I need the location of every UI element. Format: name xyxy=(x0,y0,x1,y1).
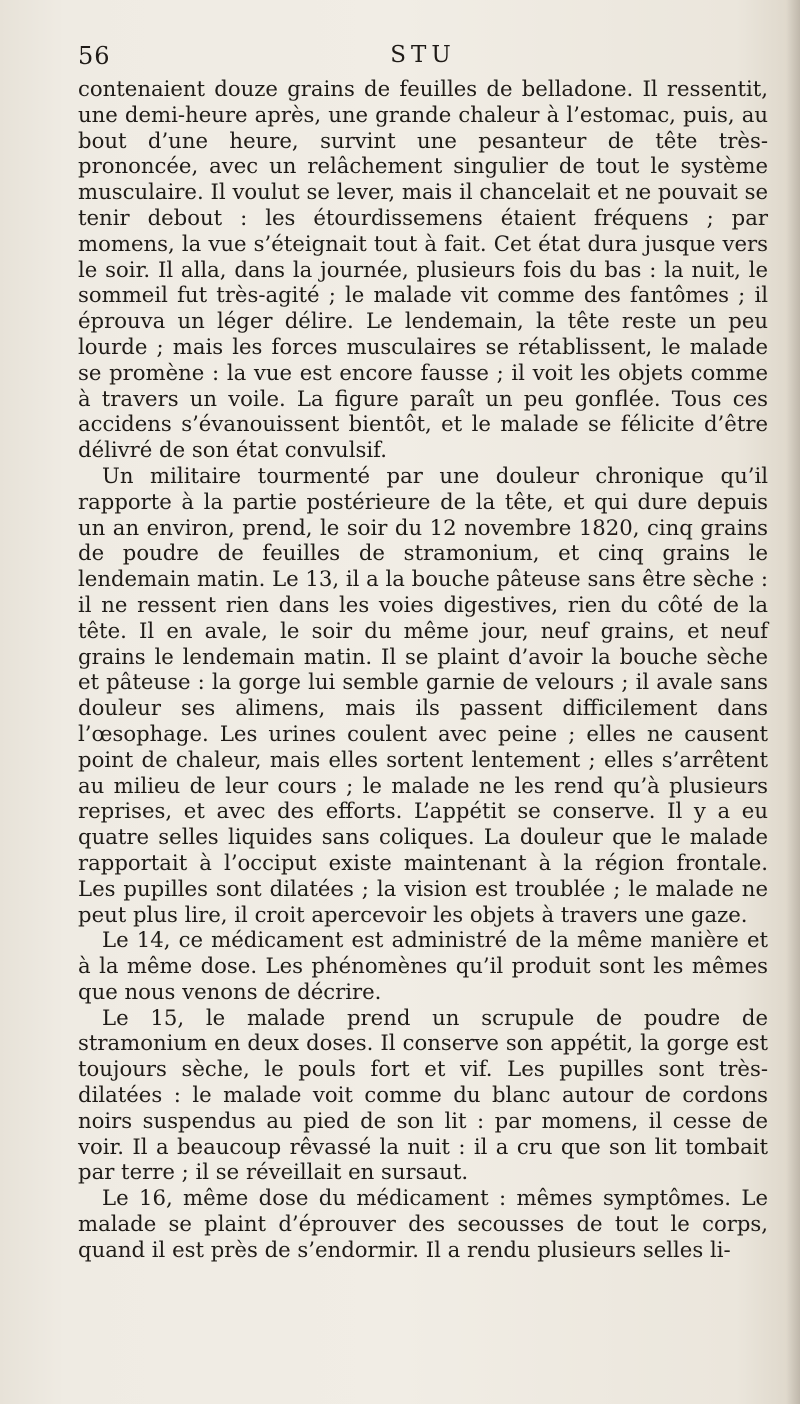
paragraph-5: Le 16, même dose du médicament : mêmes symptômes. Le malade se plaint d’éprouver des secousses de tout le corps, quand il est près de s’endormir. Il a rendu plusieurs selles li- xyxy=(78,1185,768,1262)
page-header xyxy=(78,40,768,76)
paragraph-2: Un militaire tourmenté par une douleur chronique qu’il rapporte à la partie postérieure de la tête, et qui dure depuis un an environ, prend, le soir du 12 novembre 1820, cinq grains de poudre de feuilles de stramonium, et cinq grains le lendemain matin. Le 13, il a la bouche pâteuse sans être sèche : il ne ressent rien dans les voies digestives, rien du côté de la tête. Il en avale, le soir du même jour, neuf grains, et neuf grains le lendemain matin. Il se plaint d’avoir la bouche sèche et pâteuse : la gorge lui semble garnie de velours ; il avale sans douleur ses alimens, mais ils passent difficilement dans l’œsophage. Les urines coulent avec peine ; elles ne causent point de chaleur, mais elles sortent lentement ; elles s’arrêtent au milieu de leur cours ; le malade ne les rend qu’à plusieurs reprises, et avec des efforts. L’appétit se conserve. Il y a eu quatre selles liquides sans coliques. La douleur que le malade rapportait à l’occiput existe maintenant à la région frontale. Les pupilles sont dilatées ; la vision est troublée ; le malade ne peut plus lire, il croit apercevoir les objets à travers une gaze. xyxy=(78,462,768,927)
paragraph-3: Le 14, ce médicament est administré de la même manière et à la même dose. Les phénomènes qu’il produit sont les mêmes que nous venons de décrire. xyxy=(78,927,768,1004)
page-gutter-shadow xyxy=(786,0,800,1404)
paragraph-4: Le 15, le malade prend un scrupule de poudre de stramonium en deux doses. Il conserve son appétit, la gorge est toujours sèche, le pouls fort et vif. Les pupilles sont très-dilatées : le malade voit comme du blanc autour de cordons noirs suspendus au pied de son lit : par momens, il cesse de voir. Il a beaucoup rêvassé la nuit : il a cru que son lit tombait par terre ; il se réveillait en sursaut. xyxy=(78,1004,768,1185)
running-head: STU xyxy=(390,42,456,68)
page-number: 56 xyxy=(78,42,111,70)
body-text xyxy=(78,76,768,1263)
paragraph-1: contenaient douze grains de feuilles de belladone. Il ressentit, une demi-heure après, une grande chaleur à l’estomac, puis, au bout d’une heure, survint une pesanteur de tête très-prononcée, avec un relâchement singulier de tout le système musculaire. Il voulut se lever, mais il chancelait et ne pouvait se tenir debout : les étourdissemens étaient fréquens ; par momens, la vue s’éteignait tout à fait. Cet état dura jusque vers le soir. Il alla, dans la journée, plusieurs fois du bas : la nuit, le sommeil fut très-agité ; le malade vit comme des fantômes ; il éprouva un léger délire. Le lendemain, la tête reste un peu lourde ; mais les forces musculaires se rétablissent, le malade se promène : la vue est encore fausse ; il voit les objets comme à travers un voile. La figure paraît un peu gonflée. Tous ces accidens s’évanouissent bientôt, et le malade se félicite d’être délivré de son état convulsif. xyxy=(78,76,768,463)
